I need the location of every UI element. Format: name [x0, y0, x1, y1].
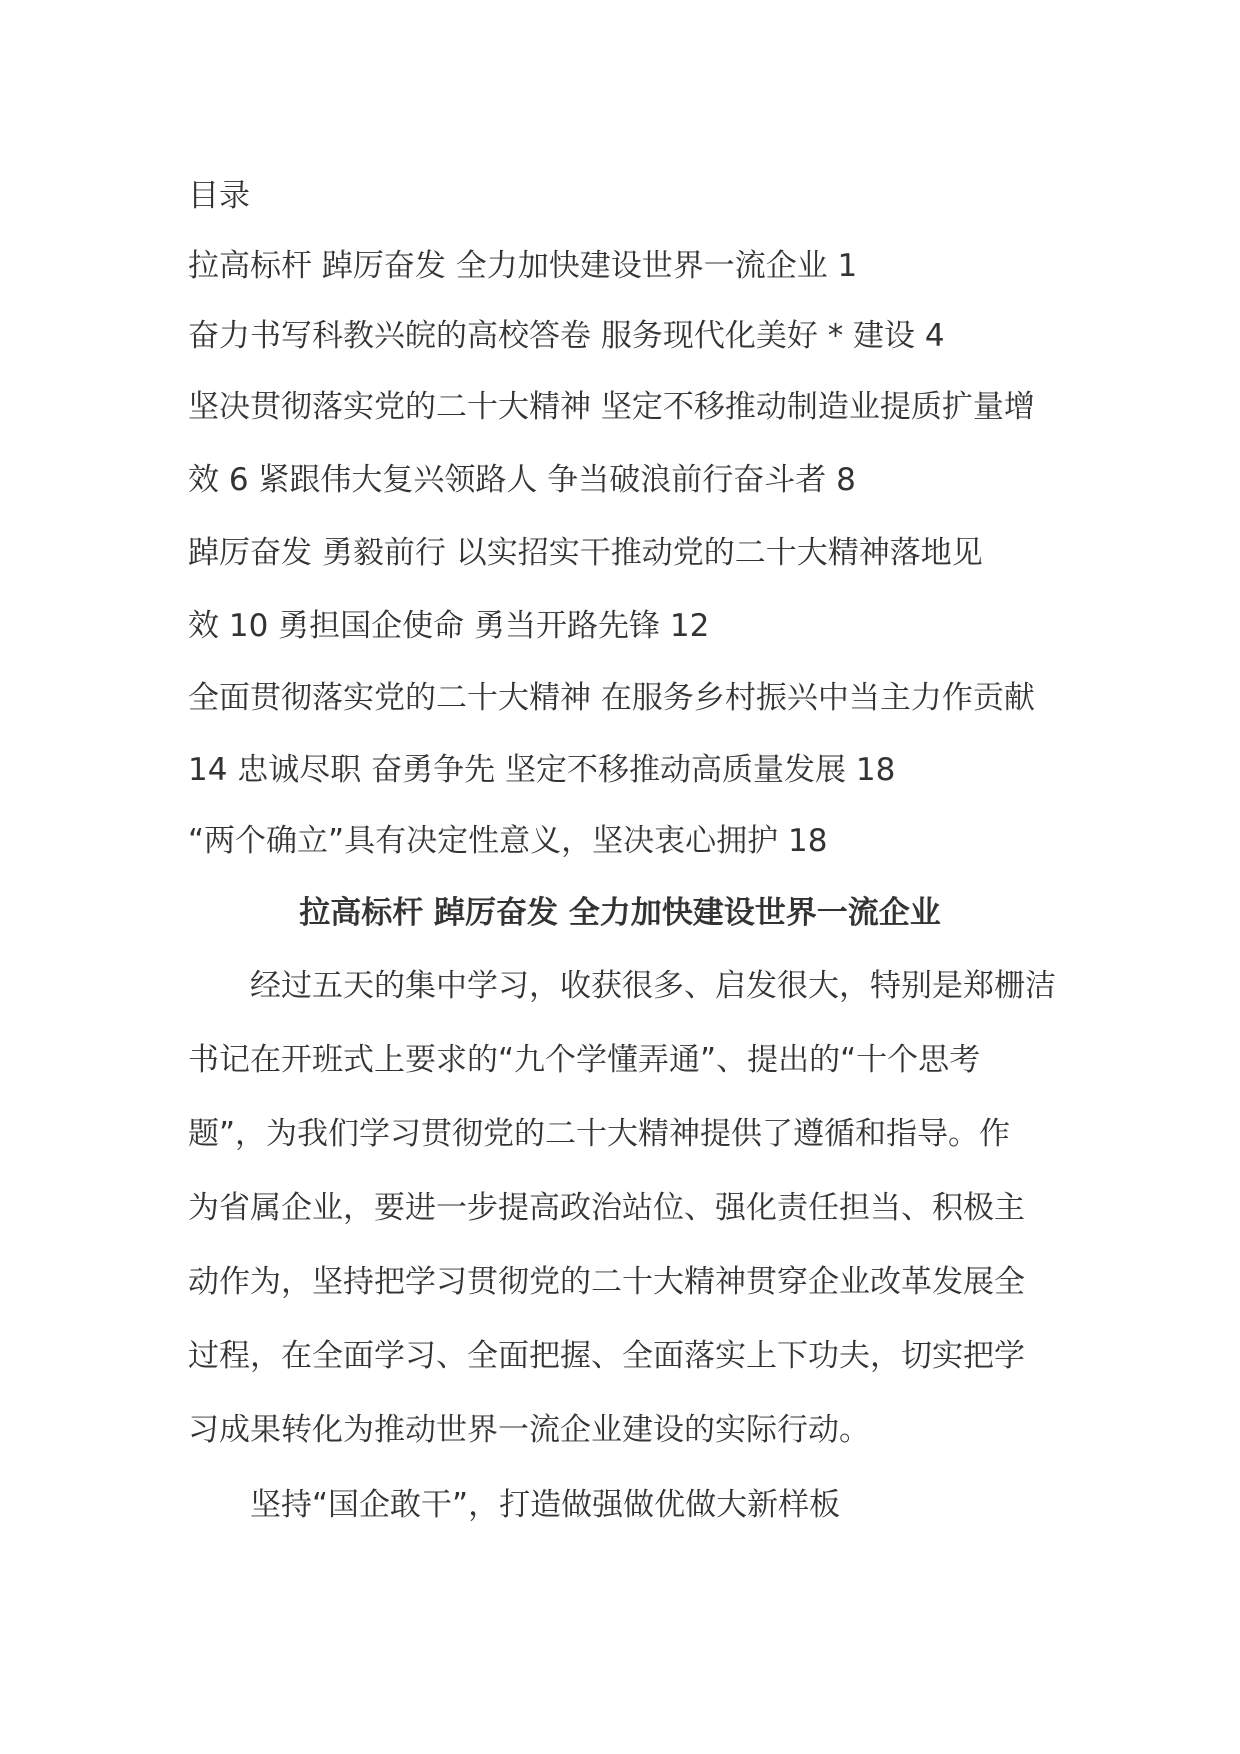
- paragraph-line: 题”，为我们学习贯彻党的二十大精神提供了遵循和指导。作: [188, 1116, 1011, 1152]
- toc-entry: 奋力书写科教兴皖的高校答卷 服务现代化美好 * 建设 4: [188, 318, 945, 354]
- paragraph-line: 动作为，坚持把学习贯彻党的二十大精神贯穿企业改革发展全: [188, 1264, 1025, 1300]
- toc-entry: 拉高标杆 踔厉奋发 全力加快建设世界一流企业 1: [188, 248, 858, 284]
- paragraph-line: 书记在开班式上要求的“九个学懂弄通”、提出的“十个思考: [188, 1042, 981, 1078]
- toc-entry: 效 6 紧跟伟大复兴领路人 争当破浪前行奋斗者 8: [188, 462, 856, 498]
- toc-entry: 坚决贯彻落实党的二十大精神 坚定不移推动制造业提质扩量增: [188, 389, 1035, 425]
- toc-entry: 全面贯彻落实党的二十大精神 在服务乡村振兴中当主力作贡献: [188, 680, 1035, 716]
- toc-entry: 踔厉奋发 勇毅前行 以实招实干推动党的二十大精神落地见: [188, 535, 983, 571]
- article-title: 拉高标杆 踔厉奋发 全力加快建设世界一流企业: [299, 895, 941, 931]
- paragraph-line: 为省属企业，要进一步提高政治站位、强化责任担当、积极主: [188, 1190, 1025, 1226]
- section-subheading: 坚持“国企敢干”，打造做强做优做大新样板: [188, 1487, 841, 1523]
- paragraph-line: 习成果转化为推动世界一流企业建设的实际行动。: [188, 1412, 870, 1448]
- paragraph-line: 经过五天的集中学习，收获很多、启发很大，特别是郑栅洁: [188, 968, 1056, 1004]
- toc-entry: 效 10 勇担国企使命 勇当开路先锋 12: [188, 608, 710, 644]
- toc-entry: 14 忠诚尽职 奋勇争先 坚定不移推动高质量发展 18: [188, 752, 896, 788]
- paragraph-line: 过程，在全面学习、全面把握、全面落实上下功夫，切实把学: [188, 1338, 1025, 1374]
- toc-heading: 目录: [188, 178, 250, 214]
- toc-entry: “两个确立”具有决定性意义，坚决衷心拥护 18: [188, 823, 828, 859]
